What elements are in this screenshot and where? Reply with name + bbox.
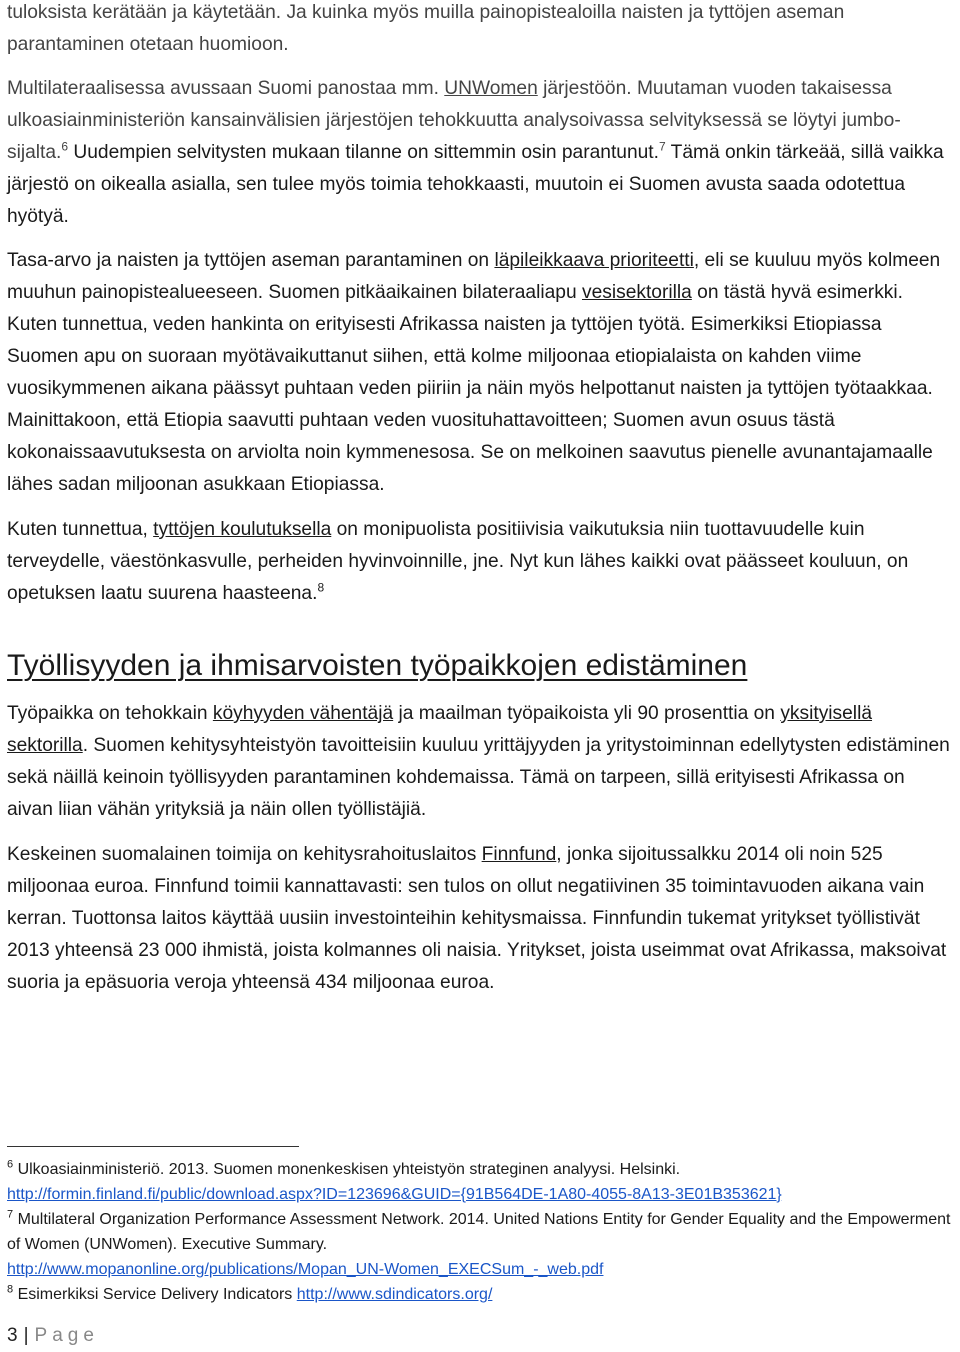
footnote-ref-7[interactable]: 7 bbox=[658, 139, 666, 154]
page-footer bbox=[7, 1325, 99, 1347]
footnote-8 bbox=[7, 1282, 952, 1307]
footnote-text: Multilateral Organization Performance Assessment Network. 2014. United Nations Entity for Gender Equality and the Empowerment of Women (UNWomen). Executive Summary. bbox=[7, 1211, 951, 1253]
paragraph-text: Keskeinen suomalainen toimija on kehitysrahoituslaitos bbox=[7, 844, 482, 865]
section-heading: Työllisyyden ja ihmisarvoisten työpaikkojen edistäminen bbox=[7, 649, 748, 682]
footnote-divider bbox=[7, 1146, 299, 1147]
paragraph-text: , eli se kuuluu myös kolmeen muuhun painopistealueeseen. Suomen pitkäaikainen bilateraaliapu bbox=[7, 250, 941, 303]
paragraph-6 bbox=[7, 839, 952, 999]
page-body bbox=[7, 0, 952, 1346]
footnote-number: 6 bbox=[7, 1158, 14, 1171]
paragraph-3 bbox=[7, 245, 952, 501]
footnote-number: 7 bbox=[7, 1208, 14, 1221]
yksityisella-sektorilla-link[interactable]: yksityisellä sektorilla bbox=[7, 703, 873, 756]
footnote-ref-8[interactable]: 8 bbox=[317, 580, 325, 595]
paragraph-text: Kuten tunnettua, bbox=[7, 519, 154, 540]
footnote-ref-6[interactable]: 6 bbox=[61, 139, 69, 154]
footnote-7-link[interactable]: http://www.mopanonline.org/publications/Mopan_UN-Women_EXECSum_-_web.pdf bbox=[7, 1261, 604, 1278]
paragraph-4 bbox=[7, 514, 952, 610]
paragraph-text: Tasa-arvo ja naisten ja tyttöjen aseman parantaminen on bbox=[7, 250, 495, 271]
footnote-text: Ulkoasiainministeriö. 2013. Suomen monenkeskisen yhteistyön strateginen analyysi. Helsinki. bbox=[13, 1161, 681, 1178]
footnote-6-link[interactable]: http://formin.finland.fi/public/download.aspx?ID=123696&GUID={91B564DE-1A80-4055-8A13-3E01B353621} bbox=[7, 1186, 782, 1203]
paragraph-text: , jonka sijoitussalkku 2014 oli noin 525 miljoonaa euroa. Finnfund toimii kannattavasti: sen tulos on ollut negatiivinen 35 toimintavuoden aikana vain kerran. Tuottonsa laitos käyttää uusiin investointeihin kehitysmaissa. Finnfundin tukemat yritykset työllistivät 2013 yhteensä 23 000 ihmistä, joista kolmannes oli naisia. Yritykset, joista useimmat ovat Afrikassa, maksoivat suoria ja epäsuoria veroja yhteensä 434 miljoonaa euroa. bbox=[7, 844, 947, 993]
paragraph-text: ja maailman työpaikoista yli 90 prosenttia on bbox=[393, 703, 781, 724]
finnfund-link[interactable]: Finnfund bbox=[481, 844, 557, 865]
vesisektorilla-link[interactable]: vesisektorilla bbox=[581, 282, 692, 303]
koyhyyden-vahentaja-link[interactable]: köyhyyden vähentäjä bbox=[212, 703, 394, 724]
footnote-6 bbox=[7, 1157, 952, 1207]
tyttojen-koulutuksella-link[interactable]: tyttöjen koulutuksella bbox=[153, 519, 332, 540]
paragraph-text: järjestöön. Muutaman vuoden takaisessa ulkoasiainministeriön kansainvälisien järjestöjen tehokkuutta analysoivassa selvityksessä se löytyi jumbo-sijalta. bbox=[7, 78, 901, 163]
paragraph-1 bbox=[7, 0, 952, 61]
page-word: Page bbox=[34, 1325, 99, 1346]
footnote-7 bbox=[7, 1207, 952, 1282]
section-heading-wrap bbox=[7, 624, 952, 688]
paragraph-5 bbox=[7, 698, 952, 826]
paragraph-text: Tämä onkin tärkeää, sillä vaikka järjestö on oikealla asialla, sen tulee myös toimia tehokkaasti, muutoin ei Suomen avusta saada odotettua hyötyä. bbox=[7, 142, 944, 227]
paragraph-text: Työpaikka on tehokkain bbox=[7, 703, 213, 724]
footnote-8-link[interactable]: http://www.sdindicators.org/ bbox=[296, 1286, 493, 1303]
paragraph-2 bbox=[7, 73, 952, 233]
paragraph-text: tuloksista kerätään ja käytetään. Ja kuinka myös muilla painopistealoilla naisten ja tyttöjen aseman parantaminen otetaan huomioon. bbox=[7, 2, 845, 55]
unwomen-link[interactable]: UNWomen bbox=[444, 78, 538, 99]
footnotes bbox=[7, 1157, 952, 1307]
footnote-text: Esimerkiksi Service Delivery Indicators bbox=[13, 1286, 297, 1303]
page-number: 3 bbox=[7, 1325, 18, 1346]
footnote-number: 8 bbox=[7, 1283, 14, 1296]
paragraph-text: on monipuolista positiivisia vaikutuksia niin tuottavuudelle kuin terveydelle, väestönkasvulle, perheiden hyvinvoinnille, jne. Nyt kun lähes kaikki ovat päässeet kouluun, on opetuksen laatu suurena haasteena. bbox=[7, 519, 909, 604]
paragraph-text: . Suomen kehitysyhteistyön tavoitteisiin kuuluu yrittäjyyden ja yritystoiminnan edellytysten edistäminen sekä näillä keinoin työllisyyden parantaminen kohdemaissa. Tämä on tarpeen, sillä erityisesti Afrikassa on aivan liian vähän yrityksiä ja näin ollen työllistäjiä. bbox=[7, 735, 950, 820]
paragraph-text: Multilateraalisessa avussaan Suomi panostaa mm. bbox=[7, 78, 445, 99]
paragraph-text: on tästä hyvä esimerkki. Kuten tunnettua, veden hankinta on erityisesti Afrikassa naisten ja tyttöjen työtä. Esimerkiksi Etiopiassa Suomen apu on suoraan myötävaikuttanut siihen, että kolme miljoonaa etiopialaista on kahden viime vuosikymmenen aikana päässyt puhtaan veden piiriin ja näin myös helpottanut naisten ja tyttöjen työtaakkaa. Mainittakoon, että Etiopia saavutti puhtaan veden vuosituhattavoitteen; Suomen avun osuus tästä kokonaissaavutuksesta on arviolta noin kymmenesosa. Se on melkoinen saavutus pienelle avunantajamaalle lähes sadan miljoonan asukkaan Etiopiassa. bbox=[7, 282, 933, 495]
lapileikkaava-prioriteetti-link[interactable]: läpileikkaava prioriteetti bbox=[494, 250, 694, 271]
page-separator: | bbox=[23, 1325, 29, 1346]
paragraph-text: Uudempien selvitysten mukaan tilanne on sittemmin osin parantunut. bbox=[68, 142, 659, 163]
